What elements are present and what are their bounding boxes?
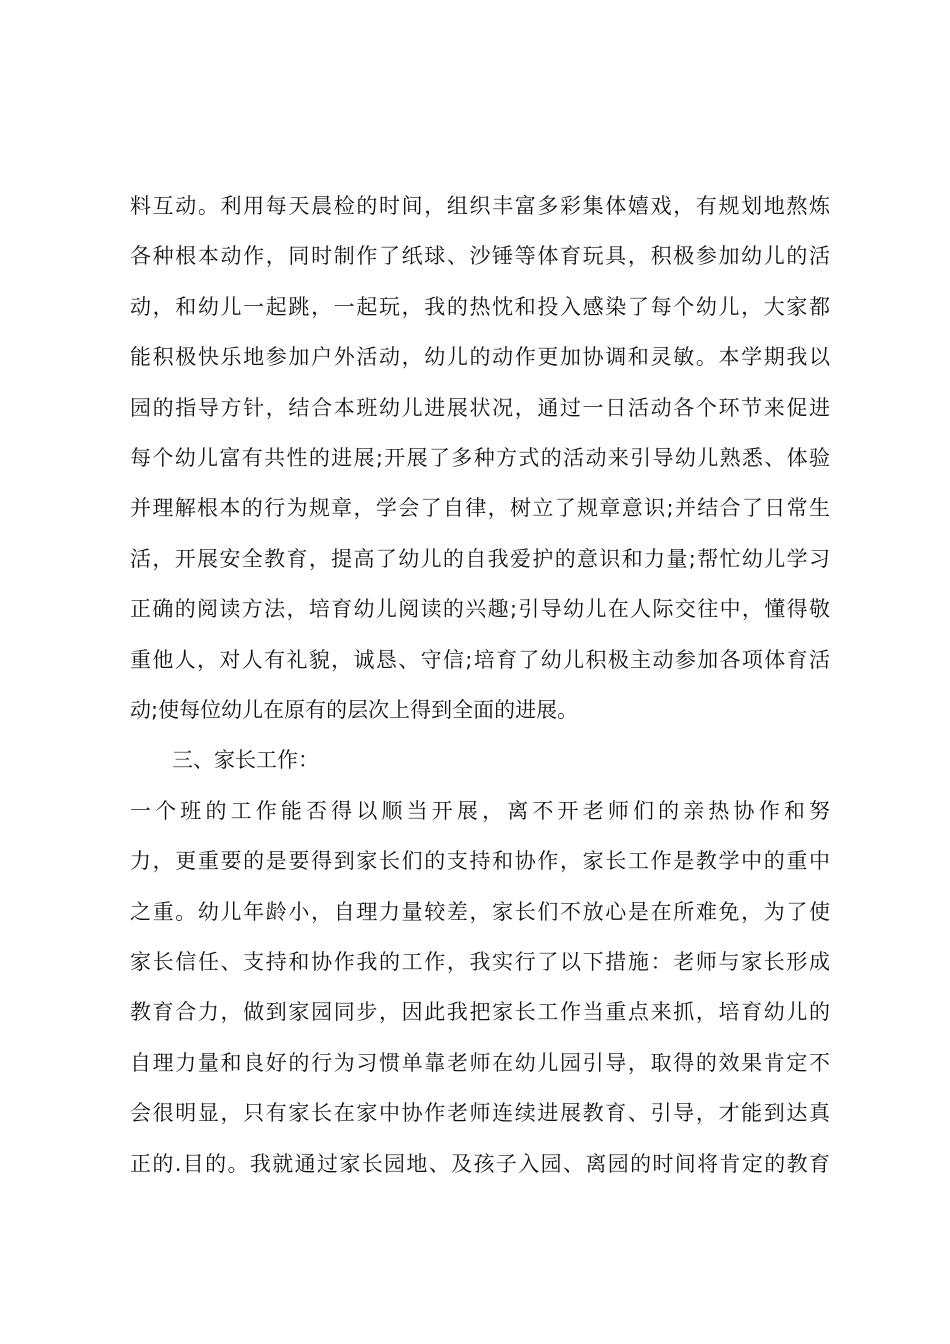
paragraph-line: 之重。幼儿年龄小，自理力量较差，家长们不放心是在所难免，为了使 <box>130 900 830 924</box>
paragraph-line: 会很明显，只有家长在家中协作老师连续进展教育、引导，才能到达真 <box>130 1101 830 1125</box>
paragraph-line: 活，开展安全教育，提高了幼儿的自我爱护的意识和力量;帮忙幼儿学习 <box>130 547 830 571</box>
paragraph-line: 自理力量和良好的行为习惯单靠老师在幼儿园引导，取得的效果肯定不 <box>130 1051 830 1075</box>
paragraph-line: 能积极快乐地参加户外活动，幼儿的动作更加协调和灵敏。本学期我以 <box>130 345 830 369</box>
paragraph-line: 家长信任、支持和协作我的工作，我实行了以下措施：老师与家长形成 <box>130 950 830 974</box>
paragraph-line: 教育合力，做到家园同步，因此我把家长工作当重点来抓，培育幼儿的 <box>130 1000 830 1024</box>
paragraph-line: 一个班的工作能否得以顺当开展，离不开老师们的亲热协作和努 <box>130 799 830 823</box>
paragraph-line: 每个幼儿富有共性的进展;开展了多种方式的活动来引导幼儿熟悉、体验 <box>130 446 830 470</box>
paragraph-line: 动，和幼儿一起跳，一起玩，我的热忱和投入感染了每个幼儿，大家都 <box>130 295 830 319</box>
section-heading: 三、家长工作： <box>172 748 319 772</box>
paragraph-line: 正的.目的。我就通过家长园地、及孩子入园、离园的时间将肯定的教育 <box>130 1152 830 1176</box>
paragraph-line: 料互动。利用每天晨检的时间，组织丰富多彩集体嬉戏，有规划地熬炼 <box>130 194 830 218</box>
paragraph-line: 各种根本动作，同时制作了纸球、沙锤等体育玩具，积极参加幼儿的活 <box>130 244 830 268</box>
paragraph-line: 动;使每位幼儿在原有的层次上得到全面的进展。 <box>130 698 579 722</box>
paragraph-line: 并理解根本的行为规章，学会了自律，树立了规章意识;并结合了日常生 <box>130 496 830 520</box>
paragraph-line: 正确的阅读方法，培育幼儿阅读的兴趣;引导幼儿在人际交往中，懂得敬 <box>130 597 830 621</box>
paragraph-line: 重他人，对人有礼貌，诚恳、守信;培育了幼儿积极主动参加各项体育活 <box>130 648 830 672</box>
paragraph-line: 园的指导方针，结合本班幼儿进展状况，通过一日活动各个环节来促进 <box>130 396 830 420</box>
paragraph-line: 力，更重要的是要得到家长们的支持和协作，家长工作是教学中的重中 <box>130 849 830 873</box>
